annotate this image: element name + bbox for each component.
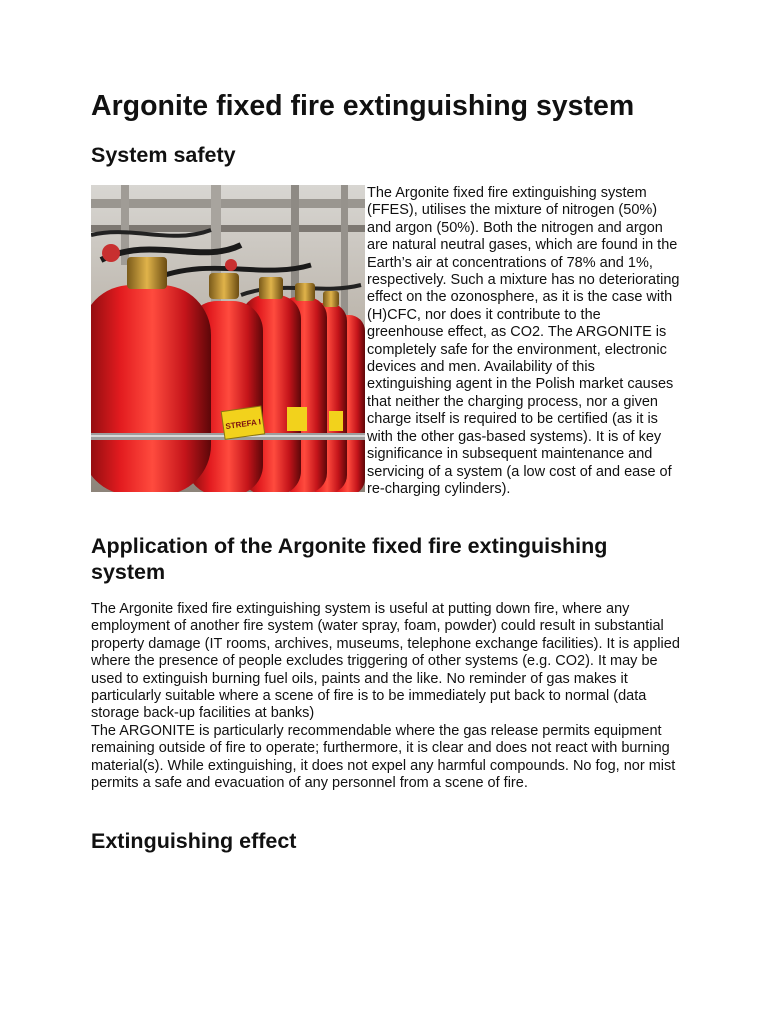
section-heading-system-safety: System safety [91, 143, 236, 167]
application-paragraph-2: The ARGONITE is particularly recommendable where the gas release permits equipment remaining outside of fire to operate; furthermore, it is clear and does not react with burning material(s). While extinguishing, it does not expel any harmful compounds. No fog, nor mist permits a safe and evacuation of any personnel from a scene of fire. [91, 722, 676, 792]
section-heading-application: Application of the Argonite fixed fire extinguishing system [91, 534, 608, 584]
system-safety-section [91, 185, 681, 498]
system-safety-paragraph: The Argonite fixed fire extinguishing system (FFES), utilises the mixture of nitrogen (50%) and argon (50%). Both the nitrogen and argon are natural neutral gases, which are found in the Earth’s air at concentrations of 78% and 1%, respectively. Such a mixture has no deteriorating effect on the ozonosphere, as it is the case with (H)CFC, nor does it contribute to the greenhouse effect, as CO2. The ARGONITE is completely safe for the environment, electronic devices and men. Availability of this extinguishing agent in the Polish market causes that neither the charging process, nor a given charge itself is required to be certified (as it is with the other gas-based systems). It is of key significance in subsequent maintenance and servicing of a system (a low cost of and ease of re-charging cylinders). [367, 185, 680, 497]
application-section [91, 601, 681, 792]
document-title: Argonite fixed fire extinguishing system [91, 90, 635, 122]
fire-cylinders-photo [91, 185, 365, 492]
cylinder-zone-label: STREFA I [224, 417, 262, 432]
section-heading-extinguishing-effect: Extinguishing effect [91, 829, 297, 853]
application-paragraph-1: The Argonite fixed fire extinguishing system is useful at putting down fire, where any employment of another fire system (water spray, foam, powder) could result in substantial property damage (IT rooms, archives, museums, telephone exchange facilities). It is applied where the presence of people excludes triggering of other systems (e.g. CO2). It may be used to extinguish burning fuel oils, paints and the like. No reminder of gas makes it particularly suitable where a scene of fire is to be immediately put back to normal (data storage back-up facilities at banks) [91, 601, 680, 722]
